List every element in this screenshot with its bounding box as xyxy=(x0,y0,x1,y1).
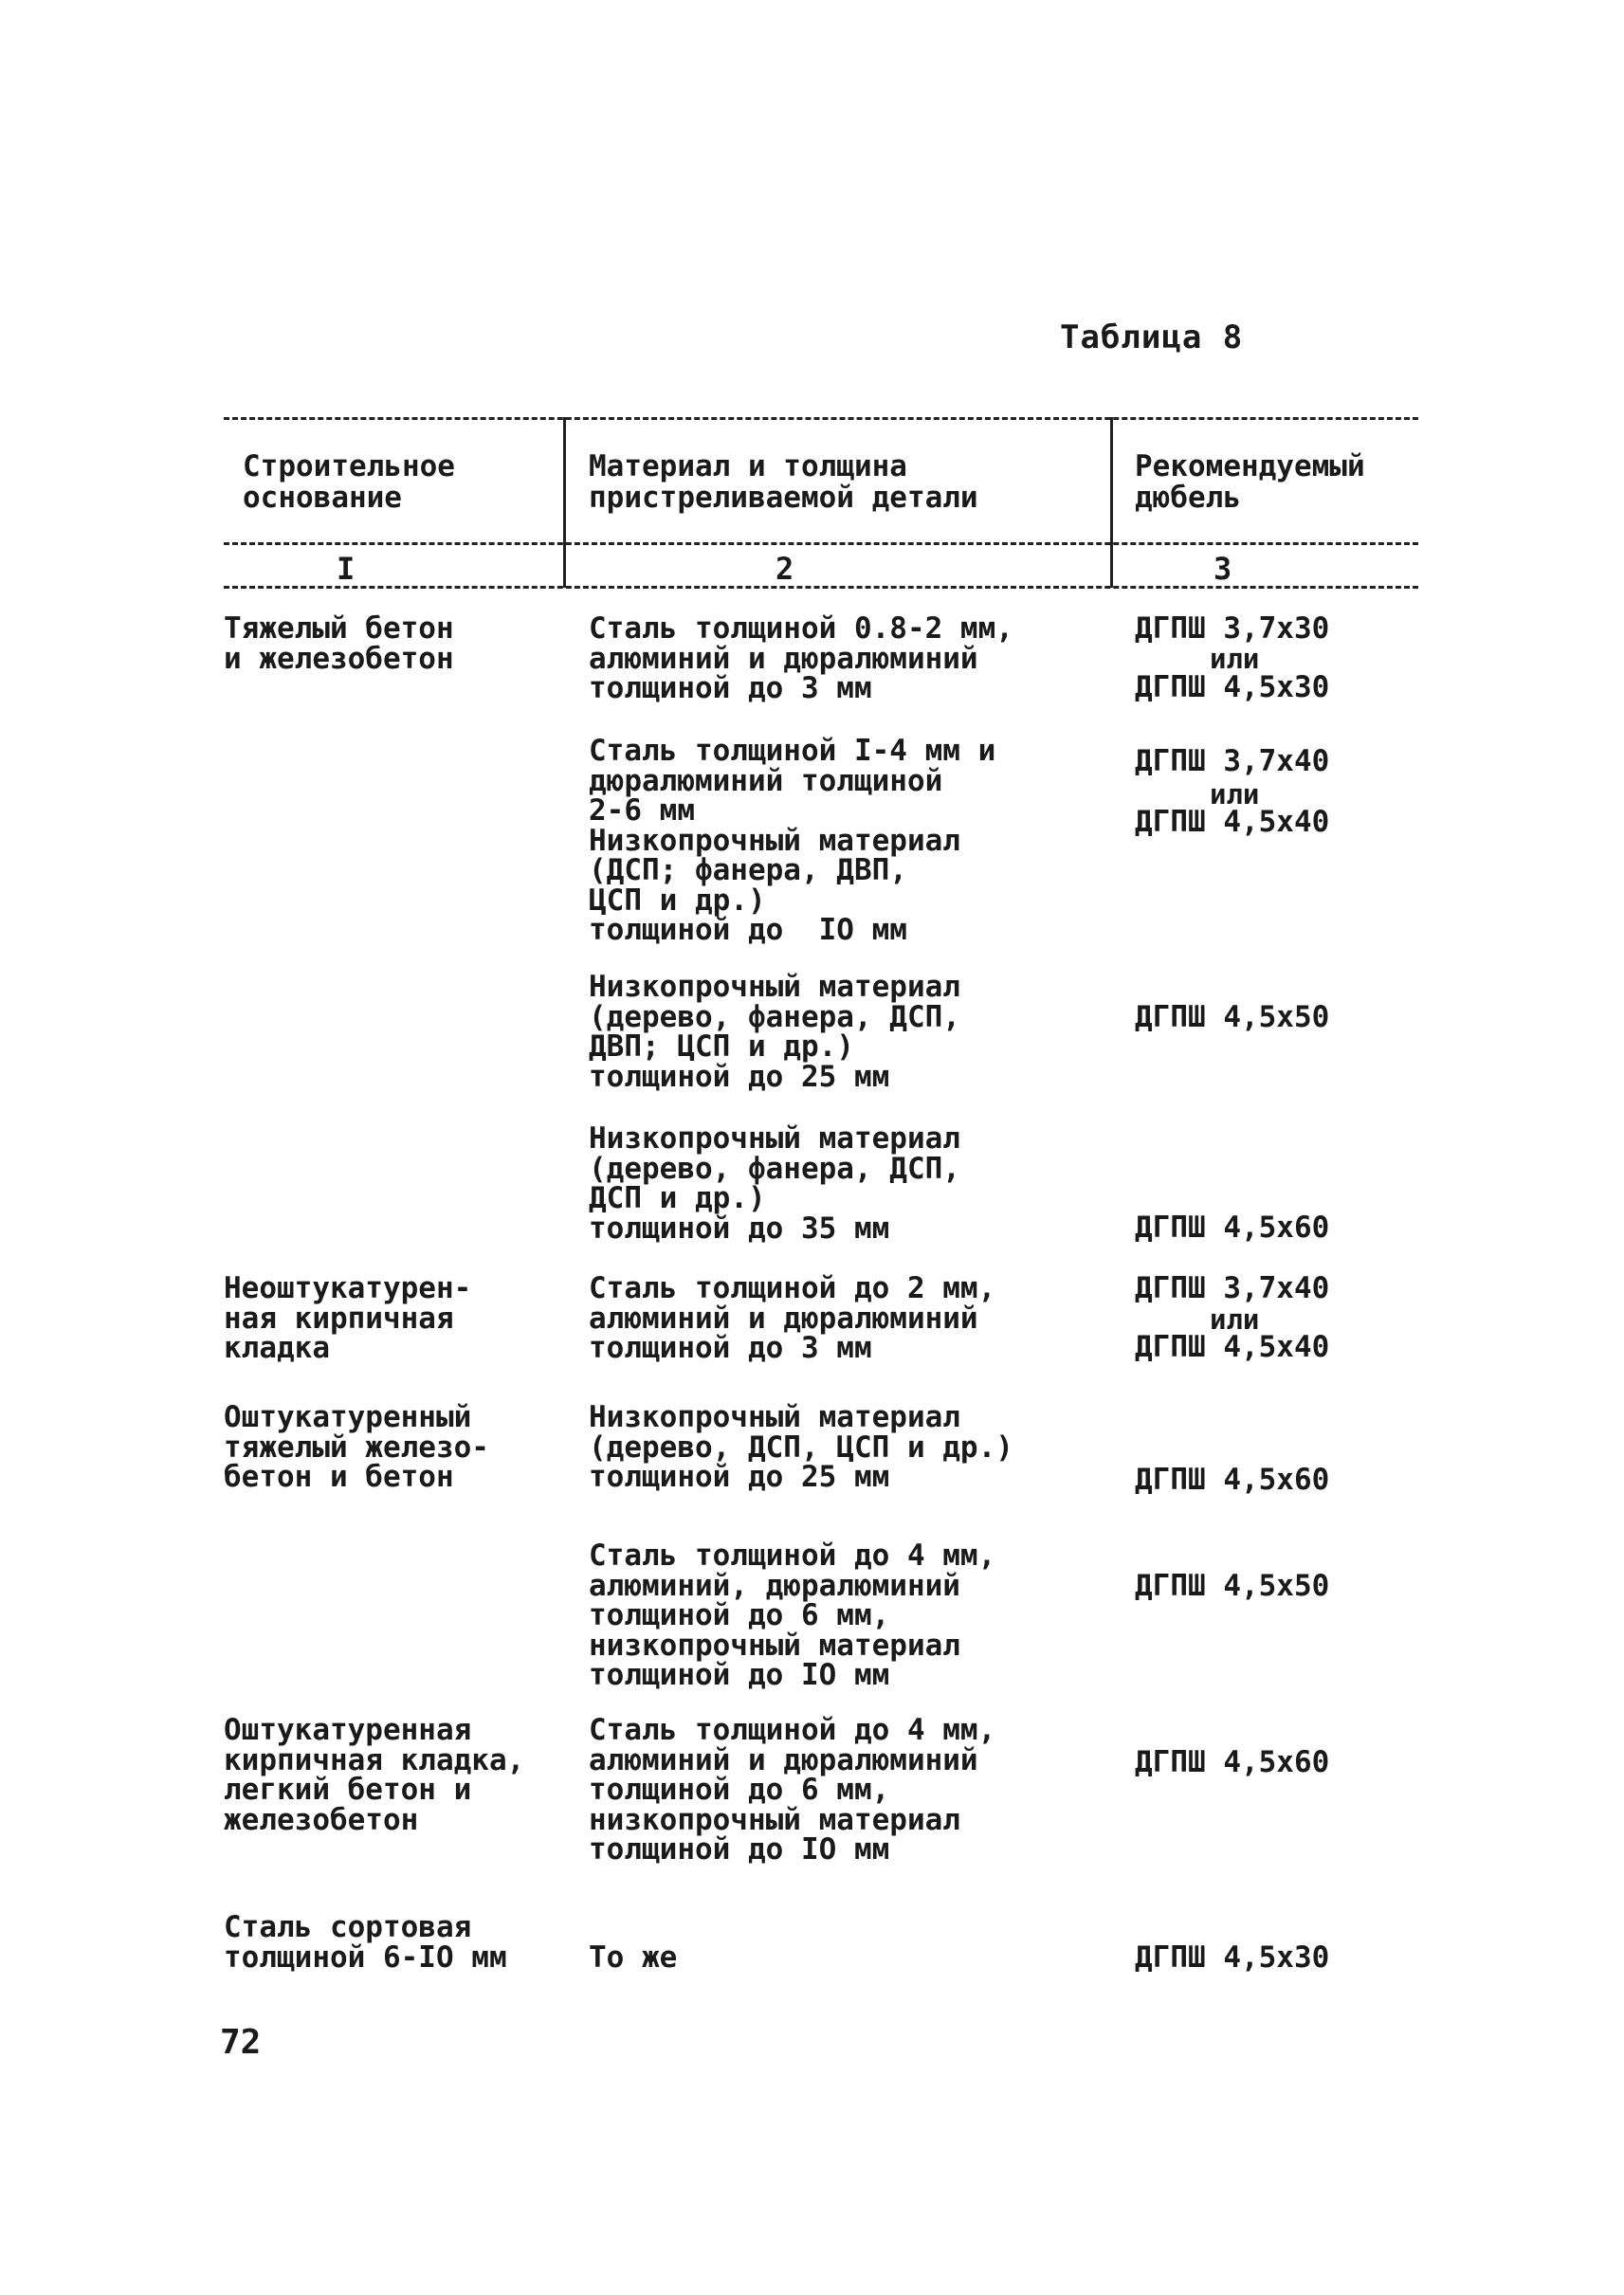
row-1-material: Сталь толщиной 0.8-2 мм, алюминий и дюралюминий толщиной до 3 мм xyxy=(589,611,1013,705)
row-4-material: Низкопрочный материал (дерево, фанера, ДСП, ДСП и др.) толщиной до 35 мм xyxy=(589,1121,960,1246)
row-2-dowel-a: ДГПШ 3,7x40 xyxy=(1135,744,1330,778)
row-3-dowel-a: ДГПШ 4,5x50 xyxy=(1135,1000,1330,1034)
row-9-base: Сталь сортовая толщиной 6-IO мм xyxy=(224,1910,507,1975)
row-5-or: или xyxy=(1210,1303,1260,1336)
column-header-dowel: Рекомендуемый дюбель xyxy=(1135,449,1365,515)
row-5-base: Неоштукатурен- ная кирпичная кладка xyxy=(224,1271,472,1365)
row-7-dowel-a: ДГПШ 4,5x50 xyxy=(1135,1569,1330,1603)
row-4-dowel-a: ДГПШ 4,5x60 xyxy=(1135,1211,1330,1245)
row-3-material: Низкопрочный материал (дерево, фанера, ДСП, ДВП; ЦСП и др.) толщиной до 25 мм xyxy=(589,970,960,1094)
column-number-3: 3 xyxy=(1213,551,1232,587)
page-number: 72 xyxy=(220,2023,262,2062)
row-2-material: Сталь толщиной I-4 мм и дюралюминий толщиной 2-6 мм Низкопрочный материал (ДСП; фанера, ДВП, ЦСП и др.) толщиной до IO мм xyxy=(589,734,996,947)
column-separator-1 xyxy=(563,417,566,588)
row-8-base: Оштукатуренная кирпичная кладка, легкий бетон и железобетон xyxy=(224,1713,525,1837)
row-8-material: Сталь толщиной до 4 мм, алюминий и дюралюминий толщиной до 6 мм, низкопрочный материал толщиной до IO мм xyxy=(589,1713,996,1867)
row-1-base: Тяжелый бетон и железобетон xyxy=(224,611,454,676)
row-5-material: Сталь толщиной до 2 мм, алюминий и дюралюминий толщиной до 3 мм xyxy=(589,1271,996,1365)
column-header-base: Строительное основание xyxy=(243,449,455,515)
row-2-dowel-b: ДГПШ 4,5x40 xyxy=(1135,805,1330,839)
column-separator-2 xyxy=(1110,417,1113,588)
row-2-or: или xyxy=(1210,778,1260,811)
row-9-dowel-a: ДГПШ 4,5x30 xyxy=(1135,1940,1330,1975)
row-8-dowel-a: ДГПШ 4,5x60 xyxy=(1135,1745,1330,1779)
column-number-2: 2 xyxy=(776,551,794,587)
table-top-rule xyxy=(224,417,1418,420)
row-6-material: Низкопрочный материал (дерево, ДСП, ЦСП и др.) толщиной до 25 мм xyxy=(589,1400,1013,1494)
header-bottom-rule xyxy=(224,542,1418,545)
row-6-dowel-a: ДГПШ 4,5x60 xyxy=(1135,1463,1330,1497)
row-1-dowel-a: ДГПШ 3,7x30 xyxy=(1135,611,1330,646)
row-5-dowel-b: ДГПШ 4,5x40 xyxy=(1135,1330,1330,1364)
row-7-material: Сталь толщиной до 4 мм, алюминий, дюралюминий толщиной до 6 мм, низкопрочный материал толщиной до IO мм xyxy=(589,1539,996,1692)
table-caption: Таблица 8 xyxy=(1060,319,1244,356)
row-9-material: То же xyxy=(589,1940,678,1975)
row-1-dowel-b: ДГПШ 4,5x30 xyxy=(1135,670,1330,704)
column-number-1: I xyxy=(337,551,356,587)
row-5-dowel-a: ДГПШ 3,7x40 xyxy=(1135,1271,1330,1305)
column-header-material: Материал и толщина пристреливаемой детали xyxy=(589,449,978,515)
row-6-base: Оштукатуренный тяжелый железо- бетон и бетон xyxy=(224,1400,489,1494)
numbering-bottom-rule xyxy=(224,586,1418,589)
row-1-or: или xyxy=(1210,643,1260,675)
